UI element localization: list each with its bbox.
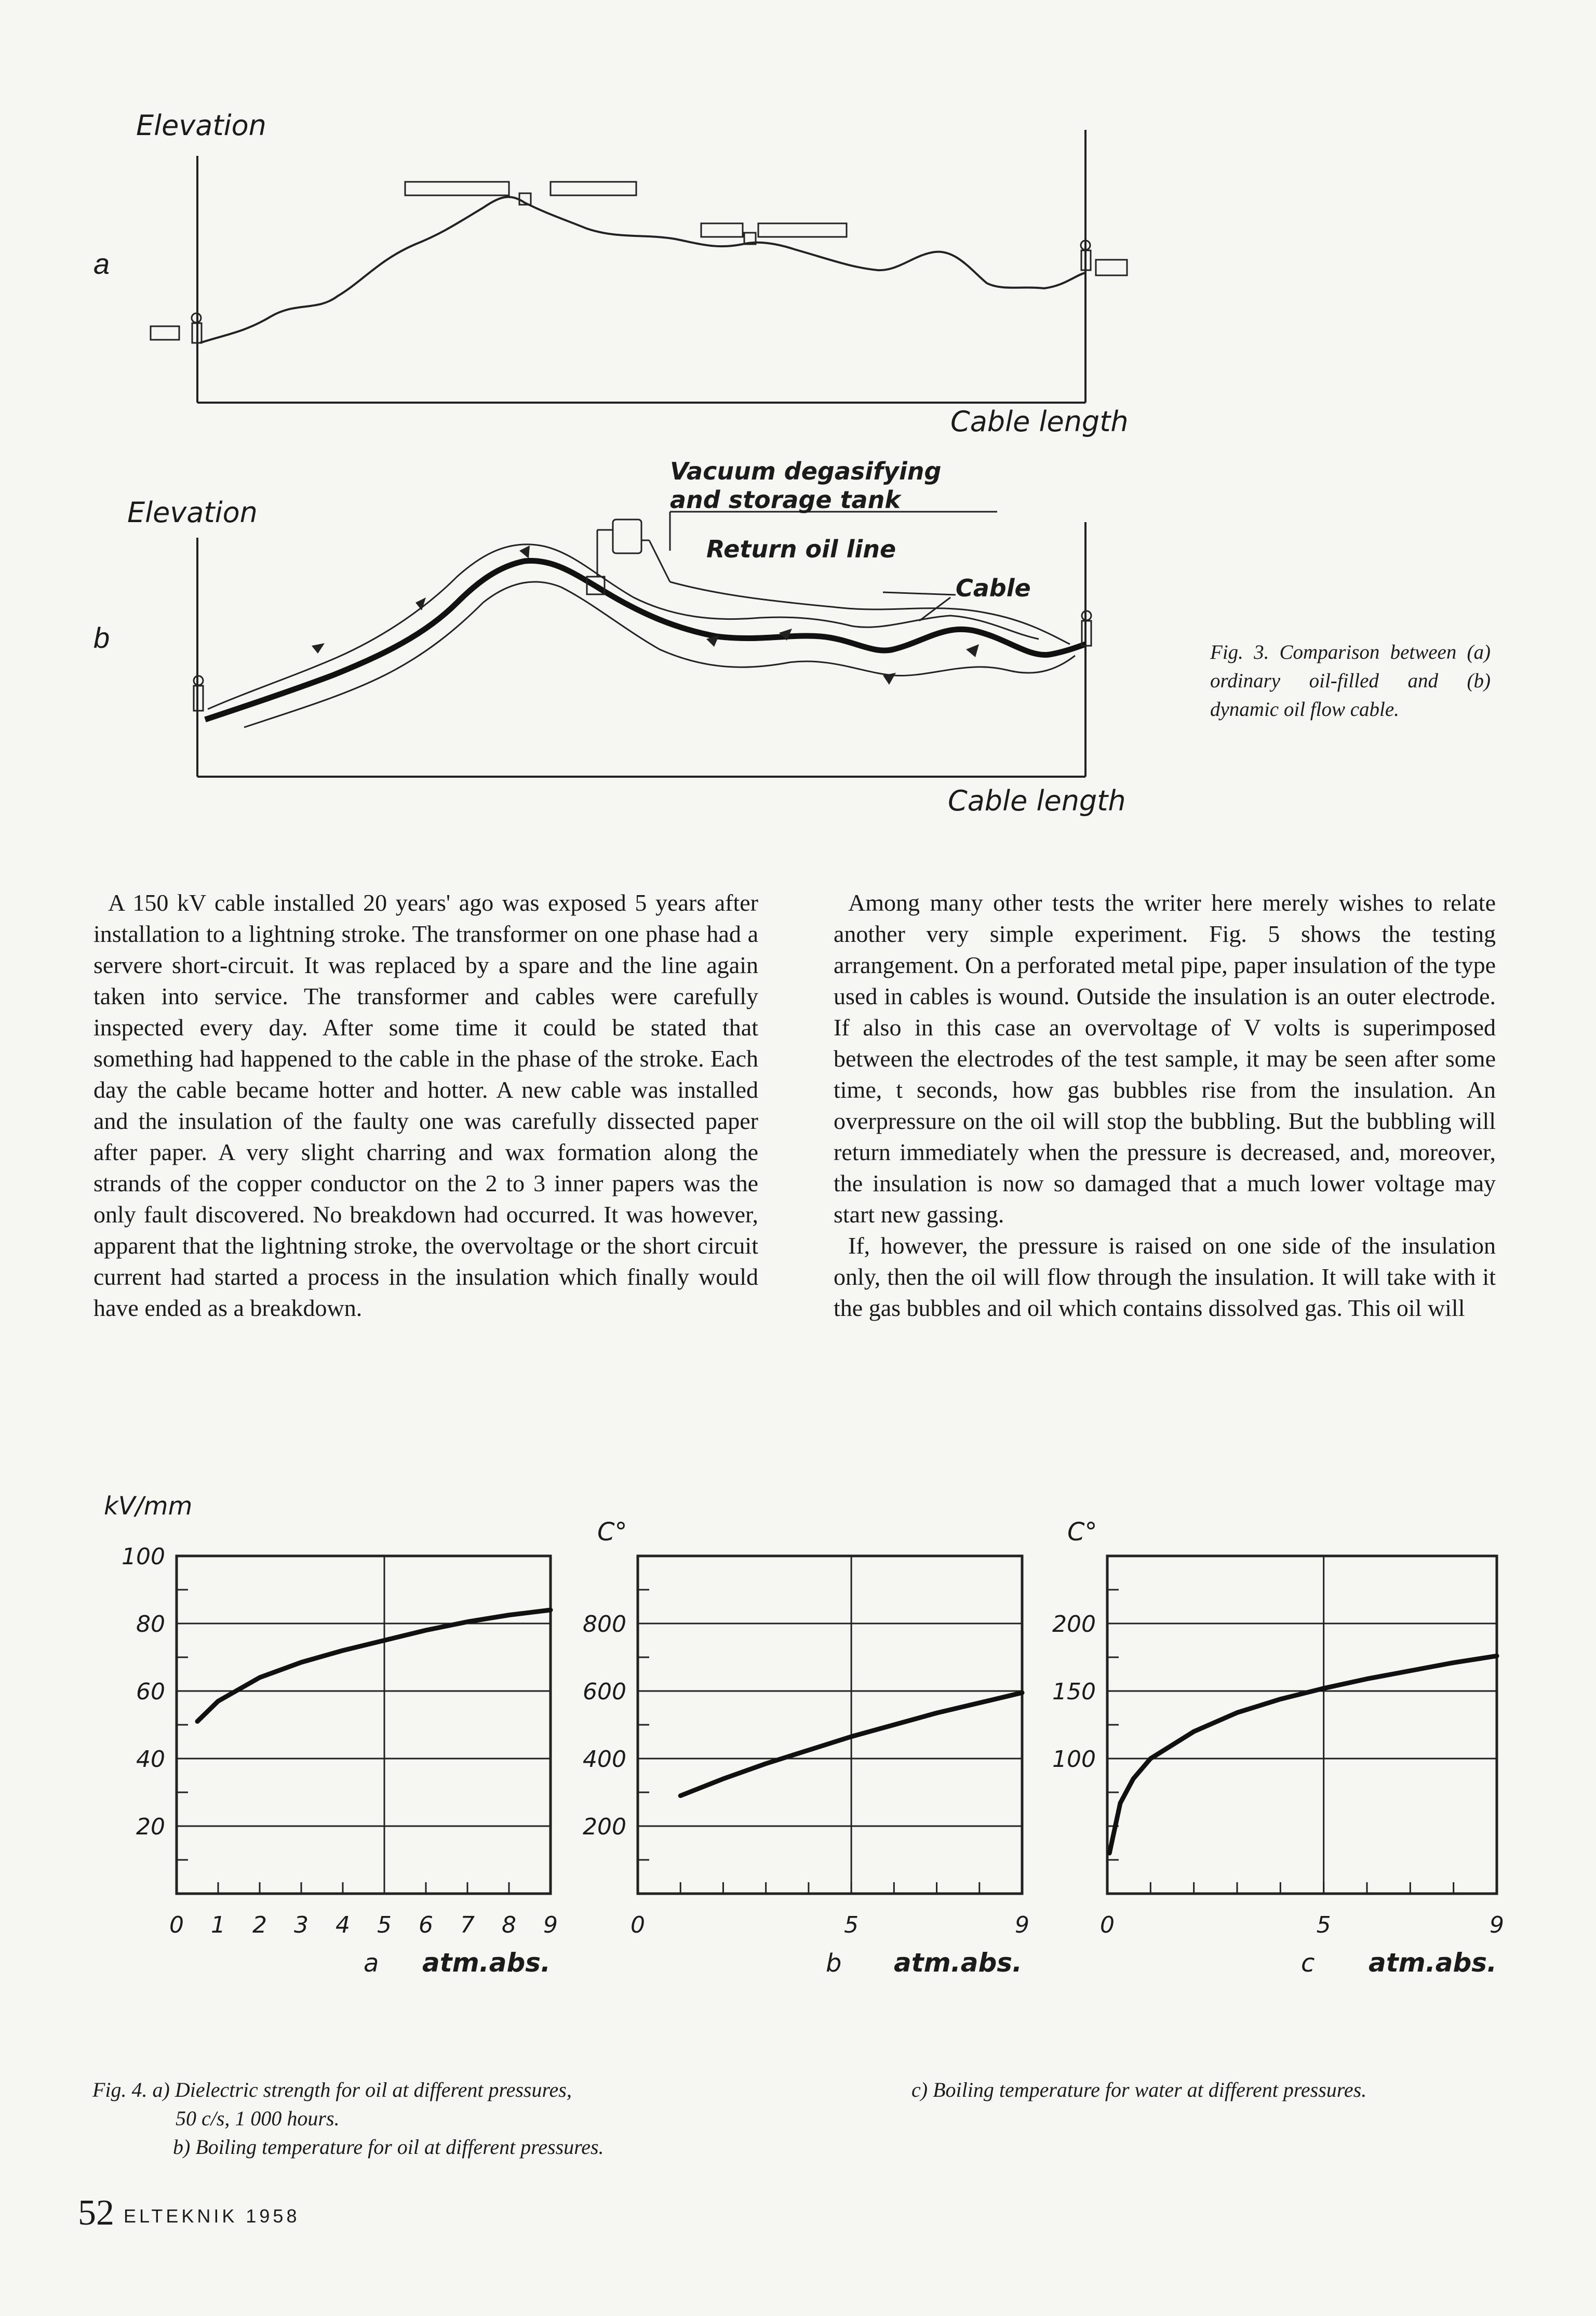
- fig4-caption-left: [92, 2075, 768, 2161]
- y-tick-label: 200: [583, 1814, 626, 1840]
- plot-frame: [177, 1556, 551, 1894]
- x-tick-label: 7: [460, 1912, 475, 1938]
- panel-b-y-label: Elevation: [127, 496, 258, 529]
- x-tick-label: 2: [252, 1912, 267, 1938]
- tank-label-line2: and storage tank: [670, 486, 901, 514]
- x-tick-label: 0: [1100, 1912, 1115, 1938]
- x-axis-label: atm.abs.: [1368, 1948, 1497, 1978]
- fig4-charts: [0, 1470, 1596, 2057]
- x-tick-label: 0: [169, 1912, 184, 1938]
- x-tick-label: 8: [502, 1912, 516, 1938]
- fig4-caption-line2: 50 c/s, 1 000 hours.: [176, 2107, 340, 2130]
- terrain-line-a: [200, 197, 1085, 343]
- journal-name: ELTEKNIK 1958: [124, 2205, 300, 2227]
- x-tick-label: 5: [1316, 1912, 1331, 1938]
- y-tick-label: 40: [136, 1746, 165, 1773]
- series-line: [197, 1610, 551, 1722]
- x-tick-label: 4: [336, 1912, 350, 1938]
- x-tick-label: 3: [294, 1912, 309, 1938]
- left-column-text: [93, 887, 758, 1324]
- paragraph: If, however, the pressure is raised on one side of the insulation only, then the oil will flow through the insulation. It will take with it the gas bubbles and oil which contains dissolved gas. This oil will: [834, 1232, 1496, 1321]
- y-tick-label: 80: [136, 1611, 165, 1638]
- y-tick-label: 800: [583, 1611, 626, 1638]
- panel-a-x-label: Cable length: [950, 405, 1129, 438]
- x-tick-label: 5: [844, 1912, 859, 1938]
- panel-letter: c: [1301, 1949, 1315, 1978]
- fig4-caption-right: c) Boiling temperature for water at different pressures.: [911, 2078, 1367, 2101]
- plot-frame: [1107, 1556, 1497, 1894]
- paragraph: A 150 kV cable installed 20 years' ago was exposed 5 years after installation to a lightning stroke. The transformer on one phase had a servere short-circuit. It was replaced by a spare and the line again taken into service. The transformer and cables were carefully inspected every day. After some time it could be stated that something had happened to the cable in the phase of the stroke. Each day the cable became hotter and hotter. A new cable was installed and the insulation of the faulty one was carefully dissected paper after paper. A very slight charring and wax formation along the strands of the copper conductor on the 2 to 3 inner papers was the only fault discovered. No breakdown had occurred. It was however, apparent that the lightning stroke, the overvoltage or the short circuit current had started a process in the insulation which finally would have ended as a breakdown.: [93, 889, 758, 1321]
- x-tick-label: 5: [377, 1912, 392, 1938]
- degasifying-tank-icon: [587, 520, 670, 594]
- plot-frame: [638, 1556, 1022, 1894]
- chart-a: [104, 1492, 558, 1978]
- chart-b: [583, 1518, 1029, 1978]
- fig3-caption: Fig. 3. Comparison between (a) ordinary oil-filled and (b) dynamic oil flow cable.: [1210, 641, 1491, 721]
- cable-label: Cable: [956, 574, 1031, 602]
- right-column-text: [834, 887, 1496, 1324]
- x-tick-label: 9: [1015, 1912, 1029, 1938]
- x-axis-label: atm.abs.: [893, 1948, 1022, 1978]
- panel-letter: b: [826, 1949, 842, 1978]
- y-tick-label: 20: [136, 1814, 165, 1840]
- panel-letter: a: [364, 1949, 379, 1978]
- x-tick-label: 9: [543, 1912, 558, 1938]
- y-tick-label: 100: [122, 1543, 165, 1570]
- fig4-caption-line1: Fig. 4. a) Dielectric strength for oil at different pressures,: [92, 2078, 572, 2101]
- chart-c: [1052, 1518, 1504, 1978]
- x-tick-label: 1: [211, 1912, 225, 1938]
- tank-icon: [151, 182, 1127, 340]
- x-axis-label: atm.abs.: [422, 1948, 551, 1978]
- y-axis-label: C°: [597, 1518, 627, 1547]
- y-tick-label: 60: [136, 1679, 165, 1705]
- y-axis-label: kV/mm: [104, 1492, 193, 1521]
- series-line: [1109, 1656, 1497, 1853]
- y-axis-label: C°: [1067, 1518, 1097, 1547]
- fig4-caption-line3: b) Boiling temperature for oil at different pressures.: [173, 2135, 604, 2159]
- y-tick-label: 200: [1052, 1611, 1096, 1638]
- x-tick-label: 9: [1490, 1912, 1504, 1938]
- x-tick-label: 6: [419, 1912, 433, 1938]
- panel-b-x-label: Cable length: [948, 784, 1126, 817]
- y-tick-label: 600: [583, 1679, 626, 1705]
- fig3-panel-a-letter: a: [93, 247, 110, 280]
- panel-a-y-label: Elevation: [136, 109, 266, 142]
- paragraph: Among many other tests the writer here merely wishes to relate another very simple experiment. Fig. 5 shows the testing arrangement. On a perforated metal pipe, paper insulation of the type used in cables is wound. Outside the insulation is an outer electrode. If also in this case an overvoltage of V volts is superimposed between the electrodes of the test sample, it may be seen after some time, t seconds, how gas bubbles rise from the insulation. An overpressure on the oil will stop the bubbling. But the bubbling will return immediately when the pressure is decreased, and, moreover, the insulation is now so damaged that a much lower voltage may start new gassing.: [834, 889, 1496, 1228]
- fig3-panel-b-letter: b: [93, 621, 110, 654]
- page-number: 52: [78, 2193, 114, 2233]
- y-tick-label: 150: [1052, 1679, 1096, 1705]
- return-oil-label: Return oil line: [706, 535, 896, 563]
- page-footer: [78, 2192, 300, 2234]
- y-tick-label: 400: [583, 1746, 626, 1773]
- tank-label-line1: Vacuum degasifying: [670, 457, 942, 485]
- y-tick-label: 100: [1052, 1746, 1096, 1773]
- x-tick-label: 0: [631, 1912, 645, 1938]
